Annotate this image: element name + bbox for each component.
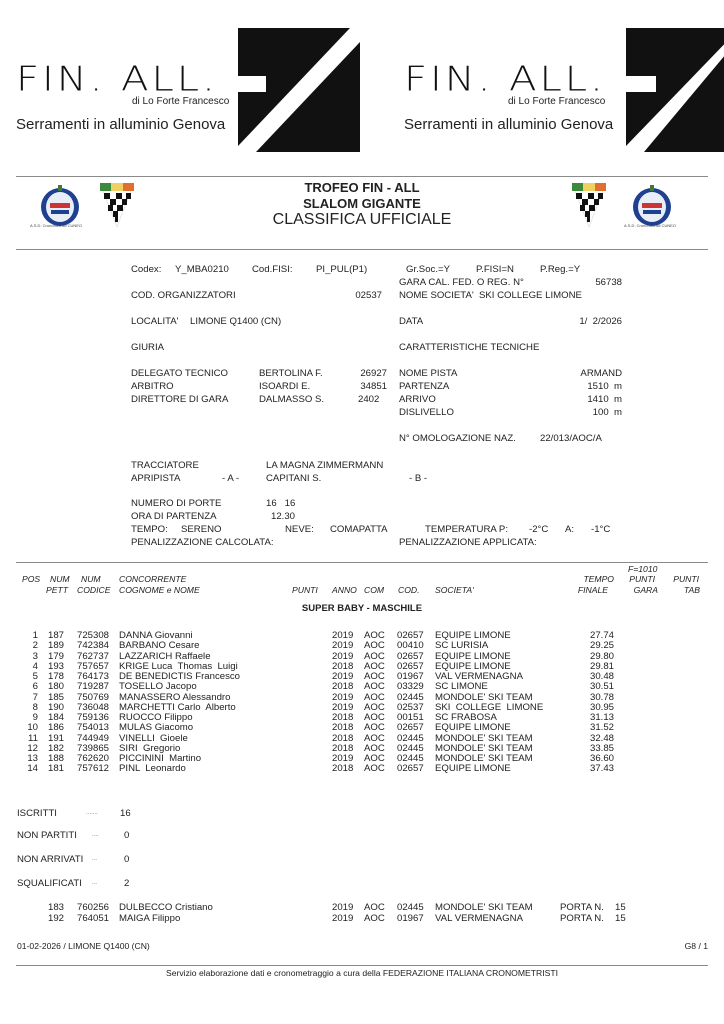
cell-codice: 719287: [77, 681, 110, 693]
jury-code: 34851: [360, 381, 387, 392]
cell-com: AOC: [364, 722, 385, 734]
cell-pett: 190: [48, 701, 65, 713]
organizer-label: COD. ORGANIZZATORI: [131, 290, 236, 301]
cell-cod: 00410: [397, 640, 424, 652]
jury-role: DIRETTORE DI GARA: [131, 394, 229, 405]
cell-anno: 2019: [332, 913, 354, 924]
gara-number: 56738: [595, 277, 622, 288]
cell-anno: 2018: [332, 763, 354, 775]
cell-com: AOC: [364, 640, 385, 652]
classification-title: CLASSIFICA UFFICIALE: [272, 211, 452, 228]
cell-cod: 02657: [397, 650, 424, 662]
cell-tempo: 27.74: [589, 630, 614, 641]
cell-codice: 762620: [77, 753, 110, 764]
cell-pos: 14: [27, 763, 38, 775]
cell-pos: 9: [32, 712, 38, 723]
cell-pett: 180: [48, 681, 65, 693]
weather-label: TEMPO:: [131, 524, 168, 535]
cell-societa: MONDOLE' SKI TEAM: [435, 753, 533, 764]
col-codice: CODICE: [77, 585, 111, 595]
cell-pett: 189: [48, 640, 65, 652]
timekeeper-badge-icon: [38, 183, 82, 227]
factor-label: F=1010: [628, 564, 658, 574]
divider: [16, 249, 708, 250]
cell-com: AOC: [364, 753, 385, 764]
organizer-code: 02537: [355, 290, 382, 301]
col-concorrente: CONCORRENTE: [119, 574, 187, 584]
cell-anno: 2018: [332, 681, 354, 693]
cell-tempo: 30.48: [589, 671, 614, 682]
cell-anno: 2018: [332, 660, 354, 672]
cell-societa: MONDOLE' SKI TEAM: [435, 732, 533, 744]
cell-com: AOC: [364, 681, 385, 693]
trophy-title: TROFEO FIN - ALL: [304, 180, 420, 195]
apripista-label: APRIPISTA: [131, 473, 181, 484]
cell-name: MANASSERO Alessandro: [119, 691, 231, 703]
sponsor-brand: FIN. ALL.: [16, 60, 218, 100]
snow-value: COMAPATTA: [330, 524, 388, 535]
col-num-codice: NUM: [81, 574, 101, 584]
club-badge-caption: A.S.D. Cronometristi CUNEO: [624, 223, 677, 228]
discipline-title: SLALOM GIGANTE: [303, 196, 421, 211]
cell-tempo: 30.78: [589, 691, 614, 703]
societa-value: SKI COLLEGE LIMONE: [479, 290, 582, 301]
category-heading: SUPER BABY - MASCHILE: [301, 603, 423, 614]
cell-cod: 02445: [397, 753, 424, 764]
tech-value: 100 m: [592, 407, 622, 418]
footer-date-place: 01-02-2026 / LIMONE Q1400 (CN): [17, 941, 150, 951]
cell-dq-gate: 15: [615, 902, 626, 913]
summary-label: ISCRITTI: [17, 808, 57, 819]
cell-name: BARBANO Cesare: [119, 640, 200, 652]
jury-role: ARBITRO: [131, 381, 174, 392]
jury-name: ISOARDI E.: [259, 381, 311, 392]
cell-anno: 2019: [332, 650, 354, 662]
cell-pett: 183: [48, 902, 65, 913]
cell-pett: 193: [48, 660, 65, 672]
cell-anno: 2019: [332, 640, 354, 652]
cell-com: AOC: [364, 913, 385, 924]
cell-cod: 02657: [397, 763, 424, 775]
temperature-start: -2°C: [529, 524, 549, 535]
col-finale: FINALE: [577, 585, 608, 595]
col-com: COM: [364, 585, 385, 595]
preg-flag: P.Reg.=Y: [540, 264, 581, 275]
cell-com: AOC: [364, 650, 385, 662]
societa-label: NOME SOCIETA': [399, 290, 474, 301]
cell-pos: 8: [32, 701, 38, 713]
cell-com: AOC: [364, 691, 385, 703]
localita-label: LOCALITA': [131, 316, 179, 327]
cell-pett: 181: [48, 763, 65, 775]
cell-cod: 01967: [397, 913, 424, 924]
cell-anno: 2019: [332, 630, 354, 641]
cell-pos: 2: [32, 640, 38, 652]
tech-value: 1510 m: [587, 381, 622, 392]
sponsor-brand: FIN. ALL.: [404, 60, 606, 100]
cell-com: AOC: [364, 701, 385, 713]
summary-label: NON PARTITI: [17, 830, 77, 841]
cell-codice: 736048: [77, 701, 110, 713]
cell-societa: MONDOLE' SKI TEAM: [435, 691, 533, 703]
cell-com: AOC: [364, 660, 385, 672]
cell-societa: EQUIPE LIMONE: [435, 630, 511, 641]
cell-name: PICCININI Martino: [119, 753, 202, 764]
penalty-calculated-label: PENALIZZAZIONE CALCOLATA:: [131, 537, 274, 548]
cell-anno: 2018: [332, 712, 354, 723]
col-pos: POS: [22, 574, 41, 584]
cell-cod: 01967: [397, 671, 424, 682]
cell-pos: 12: [27, 742, 38, 754]
col-name: COGNOME e NOME: [119, 585, 200, 595]
cell-societa: SC LURISIA: [435, 640, 489, 652]
cell-name: MAIGA Filippo: [119, 913, 181, 924]
jury-name: BERTOLINA F.: [259, 368, 323, 379]
cell-pos: 1: [32, 630, 38, 641]
cell-cod: 02445: [397, 691, 424, 703]
fisi-pennant-right: [572, 183, 606, 232]
tracciatore-label: TRACCIATORE: [131, 460, 199, 471]
fisi-pennant-left: [100, 183, 134, 232]
data-label: DATA: [399, 316, 424, 327]
cell-societa: SC FRABOSA: [435, 712, 497, 723]
cell-cod: 02537: [397, 701, 424, 713]
cell-anno: 2019: [332, 902, 354, 913]
cell-name: KRIGE Luca Thomas Luigi: [119, 660, 238, 672]
omologazione-value: 22/013/AOC/A: [540, 433, 602, 444]
tech-label: PARTENZA: [399, 381, 450, 392]
cell-anno: 2018: [332, 732, 354, 744]
tech-value: ARMAND: [580, 368, 622, 379]
data-value: 1/ 2/2026: [579, 316, 622, 327]
cell-pett: 178: [48, 671, 65, 682]
checkered-pennant-icon: [100, 183, 134, 227]
cell-tempo: 33.85: [589, 742, 614, 754]
temperature-label: TEMPERATURA P:: [425, 524, 508, 535]
gara-label: GARA CAL. FED. O REG. N°: [399, 277, 524, 288]
jury-code: 26927: [360, 368, 387, 379]
cell-societa: VAL VERMENAGNA: [435, 913, 523, 924]
cell-pos: 4: [32, 660, 38, 672]
cell-cod: 02657: [397, 722, 424, 734]
divider: [16, 562, 708, 563]
summary-value: 0: [124, 854, 130, 865]
cell-dq-reason: PORTA N.: [560, 902, 604, 913]
cell-tempo: 37.43: [589, 763, 614, 775]
cell-name: LAZZARICH Raffaele: [119, 650, 211, 662]
cell-anno: 2019: [332, 691, 354, 703]
codfisi-label: Cod.FISI:: [252, 264, 293, 275]
tech-label: NOME PISTA: [399, 368, 458, 379]
summary-dots: ....: [92, 832, 99, 838]
col-tempo: TEMPO: [583, 574, 614, 584]
cell-pett: 191: [48, 732, 65, 744]
summary-value: 2: [124, 878, 130, 889]
cell-name: VINELLI Gioele: [119, 732, 188, 744]
cell-societa: EQUIPE LIMONE: [435, 763, 511, 775]
club-badge-caption: A.S.D. Cronometristi CUNEO: [30, 223, 83, 228]
sponsor-logo-right: [404, 28, 724, 152]
cell-codice: 744949: [77, 732, 110, 744]
temperature-finish: -1°C: [591, 524, 611, 535]
cell-societa: SKI COLLEGE LIMONE: [435, 701, 544, 713]
cell-tempo: 31.52: [589, 722, 614, 734]
cell-codice: 759136: [77, 712, 110, 723]
cell-pos: 13: [27, 753, 38, 764]
cell-com: AOC: [364, 902, 385, 913]
cell-com: AOC: [364, 732, 385, 744]
cell-anno: 2019: [332, 671, 354, 682]
sponsor-owner: di Lo Forte Francesco: [132, 96, 230, 107]
col-cod: COD.: [398, 585, 420, 595]
weather-value: SERENO: [181, 524, 222, 535]
col-pett: PETT: [46, 585, 68, 595]
cell-codice: 750769: [77, 691, 110, 703]
cell-societa: MONDOLE' SKI TEAM: [435, 742, 533, 754]
cell-cod: 00151: [397, 712, 424, 723]
summary-value: 0: [124, 830, 130, 841]
cell-dq-gate: 15: [615, 913, 626, 924]
summary-dots: .......: [86, 810, 98, 816]
cell-societa: SC LIMONE: [435, 681, 488, 693]
cell-name: MARCHETTI Carlo Alberto: [119, 701, 236, 713]
cell-codice: 757612: [77, 763, 110, 775]
sponsor-tagline: Serramenti in alluminio Genova: [404, 116, 614, 133]
apripista-b-label: - B -: [409, 473, 428, 484]
cell-pos: 7: [32, 691, 38, 703]
porte-value: 16 16: [266, 498, 296, 509]
codex-label: Codex:: [131, 264, 162, 275]
cell-anno: 2019: [332, 701, 354, 713]
cell-pett: 186: [48, 722, 65, 734]
tech-value: 1410 m: [587, 394, 622, 405]
snow-label: NEVE:: [285, 524, 314, 535]
cell-pos: 5: [32, 671, 38, 682]
footer-service: Servizio elaborazione dati e cronometraggio a cura della FEDERAZIONE ITALIANA CRONOMETRISTI: [166, 968, 558, 978]
cell-pett: 192: [48, 913, 65, 924]
cell-codice: 764051: [77, 913, 110, 924]
cell-dq-reason: PORTA N.: [560, 913, 604, 924]
cell-codice: 757657: [77, 660, 110, 672]
checkered-pennant-icon: [572, 183, 606, 227]
cell-pett: 184: [48, 712, 65, 723]
sponsor-mark-icon: [626, 28, 724, 152]
cell-anno: 2018: [332, 722, 354, 734]
tech-label: DISLIVELLO: [399, 407, 454, 418]
cell-tempo: 29.81: [589, 660, 614, 672]
cell-codice: 754013: [77, 722, 110, 734]
ora-label: ORA DI PARTENZA: [131, 511, 217, 522]
cell-codice: 725308: [77, 630, 110, 641]
cell-codice: 742384: [77, 640, 110, 652]
cell-name: DE BENEDICTIS Francesco: [119, 671, 241, 682]
cell-pos: 6: [32, 681, 38, 693]
cell-societa: EQUIPE LIMONE: [435, 660, 511, 672]
cell-pett: 188: [48, 753, 65, 764]
cell-pett: 187: [48, 630, 65, 641]
cell-tempo: 32.48: [589, 732, 614, 744]
jury-role: DELEGATO TECNICO: [131, 368, 229, 379]
summary-label: NON ARRIVATI: [17, 854, 84, 865]
cell-societa: VAL VERMENAGNA: [435, 671, 523, 682]
jury-code: 2402: [358, 394, 380, 405]
timekeeper-badge-icon: [630, 183, 674, 227]
codfisi-value: PI_PUL(P1): [316, 264, 368, 275]
cell-tempo: 36.60: [589, 753, 614, 764]
sponsor-logo-left: [16, 28, 346, 152]
cell-codice: 760256: [77, 902, 110, 913]
temperature-finish-label: A:: [565, 524, 575, 535]
porte-label: NUMERO DI PORTE: [131, 498, 222, 509]
footer-page: G8 / 1: [684, 941, 708, 951]
cell-cod: 02657: [397, 660, 424, 672]
cell-name: PINL Leonardo: [119, 763, 186, 775]
col-num-pett: NUM: [50, 574, 70, 584]
cell-cod: 02445: [397, 732, 424, 744]
cell-pos: 11: [28, 732, 38, 744]
col-punti: PUNTI: [292, 585, 318, 595]
cell-societa: EQUIPE LIMONE: [435, 650, 511, 662]
cell-tempo: 30.51: [589, 681, 614, 693]
col-punti-gara: PUNTI: [629, 574, 655, 584]
cell-cod: 02445: [397, 742, 424, 754]
cell-cod: 03329: [397, 681, 424, 693]
cell-pos: 10: [27, 722, 38, 734]
divider: [16, 965, 708, 966]
tech-label: ARRIVO: [399, 394, 436, 405]
cell-com: AOC: [364, 671, 385, 682]
omologazione-label: N° OMOLOGAZIONE NAZ.: [399, 433, 516, 444]
cell-pett: 182: [48, 742, 65, 754]
cell-codice: 739865: [77, 742, 110, 754]
sponsor-mark-icon: [238, 28, 360, 152]
cell-codice: 762737: [77, 650, 110, 662]
cell-name: SIRI Gregorio: [119, 742, 181, 754]
apripista-a-value: CAPITANI S.: [266, 473, 322, 484]
cell-cod: 02445: [397, 902, 424, 913]
summary-value: 16: [120, 808, 131, 819]
penalty-applied-label: PENALIZZAZIONE APPLICATA:: [399, 537, 537, 548]
cell-tempo: 29.80: [589, 650, 614, 662]
ora-value: 12.30: [271, 511, 296, 522]
cell-tempo: 29.25: [589, 640, 614, 652]
sponsor-owner: di Lo Forte Francesco: [508, 96, 606, 107]
sponsor-tagline: Serramenti in alluminio Genova: [16, 116, 226, 133]
cell-societa: MONDOLE' SKI TEAM: [435, 902, 533, 913]
cell-name: DULBECCO Cristiano: [119, 902, 213, 913]
cell-codice: 764173: [77, 671, 110, 682]
col-societa: SOCIETA': [435, 585, 474, 595]
col-gara: GARA: [633, 585, 658, 595]
cell-anno: 2018: [332, 742, 354, 754]
localita-value: LIMONE Q1400 (CN): [190, 316, 282, 327]
cell-name: DANNA Giovanni: [119, 630, 193, 641]
cell-name: MULAS Giacomo: [119, 722, 194, 734]
cell-com: AOC: [364, 763, 385, 775]
summary-dots: ...: [92, 880, 98, 886]
grsoc-flag: Gr.Soc.=Y: [406, 264, 450, 275]
cell-com: AOC: [364, 630, 385, 641]
caratteristiche-label: CARATTERISTICHE TECNICHE: [399, 342, 540, 353]
summary-label: SQUALIFICATI: [17, 878, 82, 889]
cell-name: TOSELLO Jacopo: [119, 681, 197, 693]
tracciatore-value: LA MAGNA ZIMMERMANN: [266, 460, 384, 471]
col-anno: ANNO: [332, 585, 357, 595]
summary-dots: ...: [92, 856, 98, 862]
giuria-label: GIURIA: [131, 342, 165, 353]
cell-name: RUOCCO Filippo: [119, 712, 193, 723]
cell-societa: EQUIPE LIMONE: [435, 722, 511, 734]
cell-com: AOC: [364, 742, 385, 754]
apripista-a-label: - A -: [222, 473, 240, 484]
jury-name: DALMASSO S.: [259, 394, 325, 405]
cell-cod: 02657: [397, 630, 424, 641]
cell-tempo: 30.95: [589, 701, 614, 713]
divider: [16, 176, 708, 177]
cell-pos: 3: [32, 650, 38, 662]
cell-anno: 2019: [332, 753, 354, 764]
cell-pett: 185: [48, 691, 65, 703]
col-punti-tab: PUNTI: [673, 574, 699, 584]
cell-com: AOC: [364, 712, 385, 723]
cell-tempo: 31.13: [589, 712, 614, 723]
codex-value: Y_MBA0210: [175, 264, 229, 275]
col-tab: TAB: [683, 585, 700, 595]
cell-pett: 179: [48, 650, 65, 662]
pfisi-flag: P.FISI=N: [476, 264, 514, 275]
